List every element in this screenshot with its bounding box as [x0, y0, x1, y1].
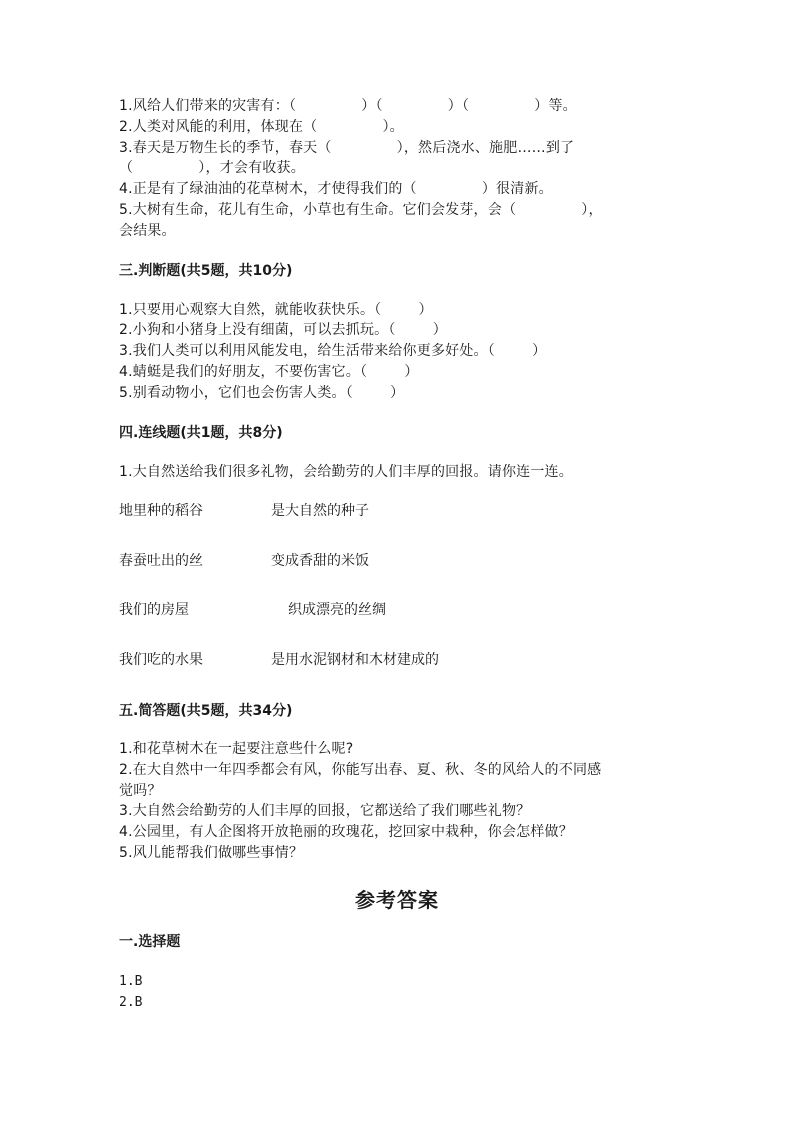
answers-title: 参考答案: [355, 888, 439, 912]
section-title-judgement: 三.判断题(共5题，共10分): [119, 263, 293, 279]
fill-in-question-2: 2.人类对风能的利用，体现在（ ）。: [119, 119, 404, 135]
answer-item-2: 2.B: [119, 995, 143, 1010]
matching-prompt: 1.大自然送给我们很多礼物，会给勤劳的人们丰厚的回报。请你连一连。: [119, 464, 573, 480]
judgement-item-3: 3.我们人类可以利用风能发电，给生活带来给你更多好处。（ ）: [119, 343, 547, 359]
matching-right-item-3: 织成漂亮的丝绸: [288, 602, 386, 618]
matching-left-item-3: 我们的房屋: [119, 602, 189, 618]
judgement-item-4: 4.蜻蜓是我们的好朋友，不要伤害它。（ ）: [119, 364, 419, 380]
matching-left-item-1: 地里种的稻谷: [119, 503, 203, 519]
judgement-item-5: 5.别看动物小，它们也会伤害人类。（ ）: [119, 385, 405, 401]
judgement-item-2: 2.小狗和小猪身上没有细菌，可以去抓玩。（ ）: [119, 322, 447, 338]
section-title-matching: 四.连线题(共1题，共8分): [119, 425, 283, 441]
fill-in-question-3-cont: （ ），才会有收获。: [119, 160, 305, 176]
fill-in-question-5-cont: 会结果。: [119, 223, 176, 239]
short-answer-item-1: 1.和花草树木在一起要注意些什么呢?: [119, 741, 354, 757]
short-answer-item-2-cont: 觉吗？: [119, 783, 162, 799]
short-answer-item-5: 5.风儿能帮我们做哪些事情？: [119, 845, 304, 861]
section-title-short-answer: 五.简答题(共5题，共34分): [119, 703, 293, 719]
short-answer-item-3: 3.大自然会给勤劳的人们丰厚的回报，它都送给了我们哪些礼物？: [119, 803, 531, 819]
short-answer-item-2: 2.在大自然中一年四季都会有风，你能写出春、夏、秋、冬的风给人的不同感: [119, 762, 602, 778]
matching-right-item-4: 是用水泥钢材和木材建成的: [271, 652, 439, 668]
answers-section-title: 一.选择题: [119, 934, 181, 950]
matching-right-item-2: 变成香甜的米饭: [271, 553, 369, 569]
judgement-item-1: 1.只要用心观察大自然，就能收获快乐。（ ）: [119, 302, 433, 318]
fill-in-question-5: 5.大树有生命，花儿有生命，小草也有生命。它们会发芽，会（ ），: [119, 202, 603, 218]
answer-item-1: 1.B: [119, 974, 143, 989]
short-answer-item-4: 4.公园里，有人企图将开放艳丽的玫瑰花，挖回家中栽种，你会怎样做？: [119, 824, 573, 840]
matching-left-item-2: 春蚕吐出的丝: [119, 553, 203, 569]
fill-in-question-3: 3.春天是万物生长的季节，春天（ ），然后浇水、施肥……到了: [119, 140, 575, 156]
matching-right-item-1: 是大自然的种子: [271, 503, 369, 519]
fill-in-question-4: 4.正是有了绿油油的花草树木，才使得我们的（ ）很清新。: [119, 181, 553, 197]
fill-in-question-1: 1.风给人们带来的灾害有：（ ）（ ）（ ）等。: [119, 98, 577, 114]
matching-left-item-4: 我们吃的水果: [119, 652, 203, 668]
